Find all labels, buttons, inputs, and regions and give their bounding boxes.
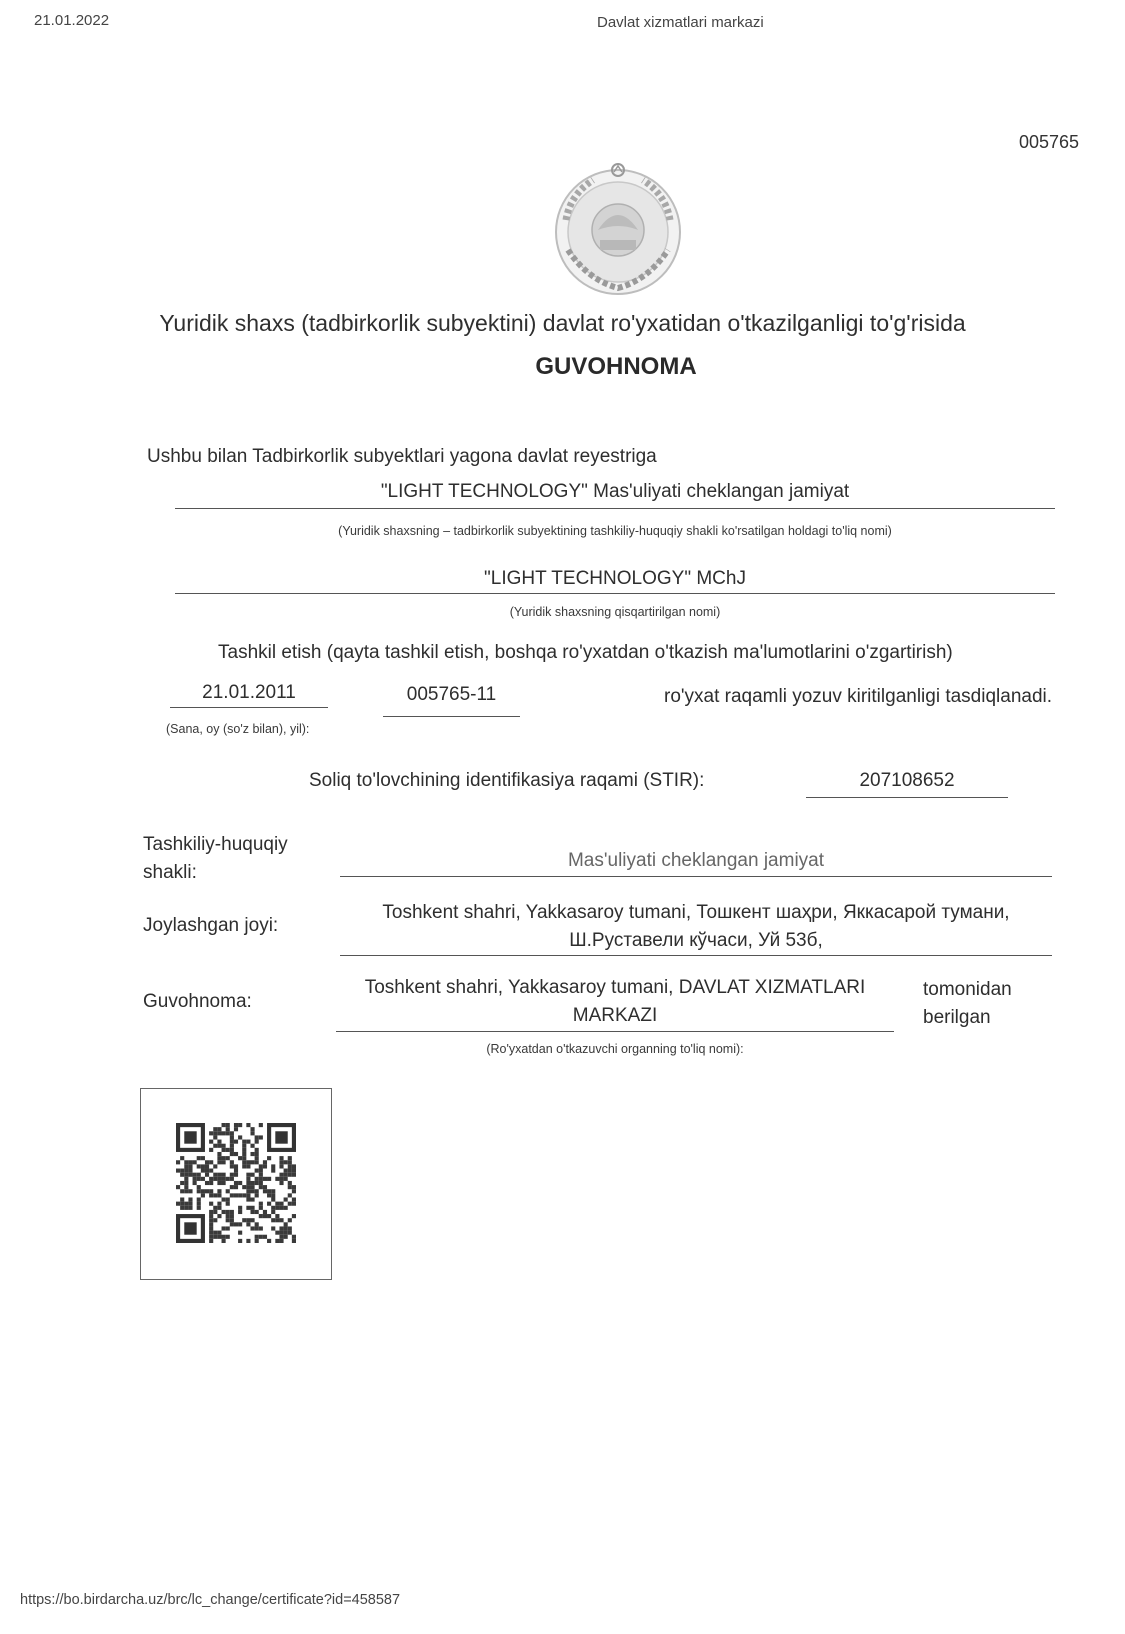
issuer-line-2: MARKAZI — [572, 1005, 658, 1026]
location-label: Joylashgan joyi: — [143, 915, 279, 936]
legal-form-label-line-1: Tashkiliy-huquqiy — [143, 834, 288, 855]
registration-number-underline — [383, 716, 520, 717]
document-number: 005765 — [1019, 132, 1080, 152]
intro-text: Ushbu bilan Tadbirkorlik subyektlari yagona davlat reyestriga — [147, 446, 657, 467]
short-name-underline — [175, 593, 1055, 594]
location-line-1: Toshkent shahri, Yakkasaroy tumani, Тошкент шаҳри, Яккасарой тумани, — [382, 902, 1010, 923]
certificate-label: Guvohnoma: — [143, 991, 252, 1012]
legal-form-underline — [340, 876, 1052, 877]
stir-underline — [806, 797, 1008, 798]
action-text: Tashkil etish (qayta tashkil etish, boshqa ro'yxatdan o'tkazish ma'lumotlarini o'zgartirish) — [218, 642, 953, 663]
print-date: 21.01.2022 — [34, 12, 110, 29]
qr-code-icon — [176, 1121, 296, 1245]
short-name-value: "LIGHT TECHNOLOGY" MChJ — [484, 568, 746, 589]
short-name-hint: (Yuridik shaxsning qisqartirilgan nomi) — [509, 605, 721, 619]
state-emblem-icon — [548, 160, 688, 300]
registration-date-underline — [170, 707, 328, 708]
stir-label: Soliq to'lovchining identifikasiya raqami (STIR): — [309, 770, 705, 791]
stir-value: 207108652 — [859, 770, 955, 791]
registration-number: 005765-11 — [406, 684, 497, 705]
registration-date: 21.01.2011 — [202, 682, 296, 703]
full-name-value: "LIGHT TECHNOLOGY" Mas'uliyati cheklangan jamiyat — [380, 481, 850, 502]
confirm-text: ro'yxat raqamli yozuv kiritilganligi tasdiqlanadi. — [664, 686, 1053, 707]
legal-form-value: Mas'uliyati cheklangan jamiyat — [567, 850, 825, 871]
full-name-hint: (Yuridik shaxsning – tadbirkorlik subyektining tashkiliy-huquqiy shakli ko'rsatilgan holdagi to'liq nomi) — [338, 524, 892, 538]
legal-form-label-line-2: shakli: — [143, 862, 197, 883]
document-title: GUVOHNOMA — [535, 353, 697, 380]
location-line-2: Ш.Руставели кўчаси, Уй 53б, — [569, 930, 823, 951]
issued-by-line-2: berilgan — [923, 1007, 991, 1028]
qr-code-frame — [140, 1088, 332, 1280]
issuer-hint: (Ro'yxatdan o'tkazuvchi organning to'liq nomi): — [486, 1042, 744, 1056]
date-hint: (Sana, oy (so'z bilan), yil): — [166, 722, 310, 736]
source-url: https://bo.birdarcha.uz/brc/lc_change/certificate?id=458587 — [20, 1592, 401, 1608]
document-subtitle: Yuridik shaxs (tadbirkorlik subyektini) davlat ro'yxatidan o'tkazilganligi to'g'risida — [159, 310, 966, 336]
issuer-header: Davlat xizmatlari markazi — [597, 14, 764, 31]
location-underline — [340, 955, 1052, 956]
issuer-underline — [336, 1031, 894, 1032]
issued-by-line-1: tomonidan — [923, 979, 1012, 1000]
issuer-line-1: Toshkent shahri, Yakkasaroy tumani, DAVLAT XIZMATLARI — [364, 977, 866, 998]
full-name-underline — [175, 508, 1055, 509]
